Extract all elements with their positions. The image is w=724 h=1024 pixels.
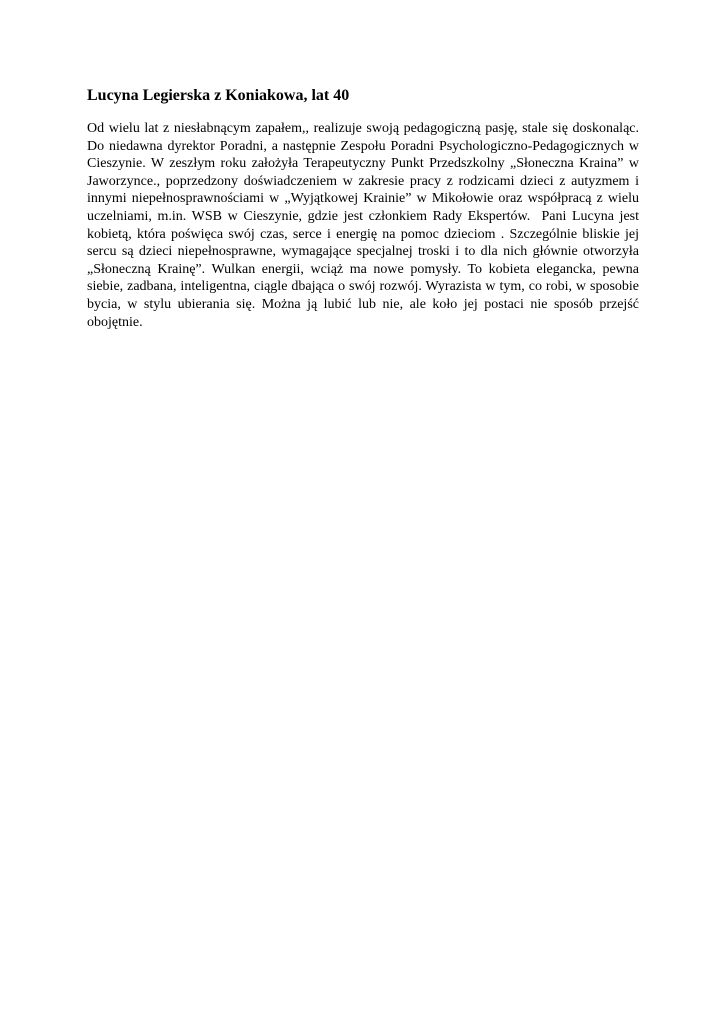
document-paragraph: Od wielu lat z niesłabnącym zapałem,, realizuje swoją pedagogiczną pasję, stale się doskonaląc. Do niedawna dyrektor Poradni, a następnie Zespołu Poradni Psychologiczno-Pedagogicznych w Cieszynie. W zeszłym roku założyła Terapeutyczny Punkt Przedszkolny „Słoneczna Kraina” w Jaworzynce., poprzedzony doświadczeniem w zakresie pracy z rodzicami dzieci z autyzmem i innymi niepełnosprawnościami w „Wyjątkowej Krainie” w Mikołowie oraz współpracą z wielu uczelniami, m.in. WSB w Cieszynie, gdzie jest członkiem Rady Ekspertów. Pani Lucyna jest kobietą, która poświęca swój czas, serce i energię na pomoc dzieciom . Szczególnie bliskie jej sercu są dzieci niepełnosprawne, wymagające specjalnej troski i to dla nich głównie otworzyła „Słoneczną Krainę”. Wulkan energii, wciąż ma nowe pomysły. To kobieta elegancka, pewna siebie, zadbana, inteligentna, ciągle dbająca o swój rozwój. Wyrazista w tym, co robi, w sposobie bycia, w stylu ubierania się. Można ją lubić lub nie, ale koło jej postaci nie sposób przejść obojętnie. — [87, 121, 646, 330]
document-title: Lucyna Legierska z Koniakowa, lat 40 — [87, 87, 350, 104]
document-content — [87, 86, 646, 331]
